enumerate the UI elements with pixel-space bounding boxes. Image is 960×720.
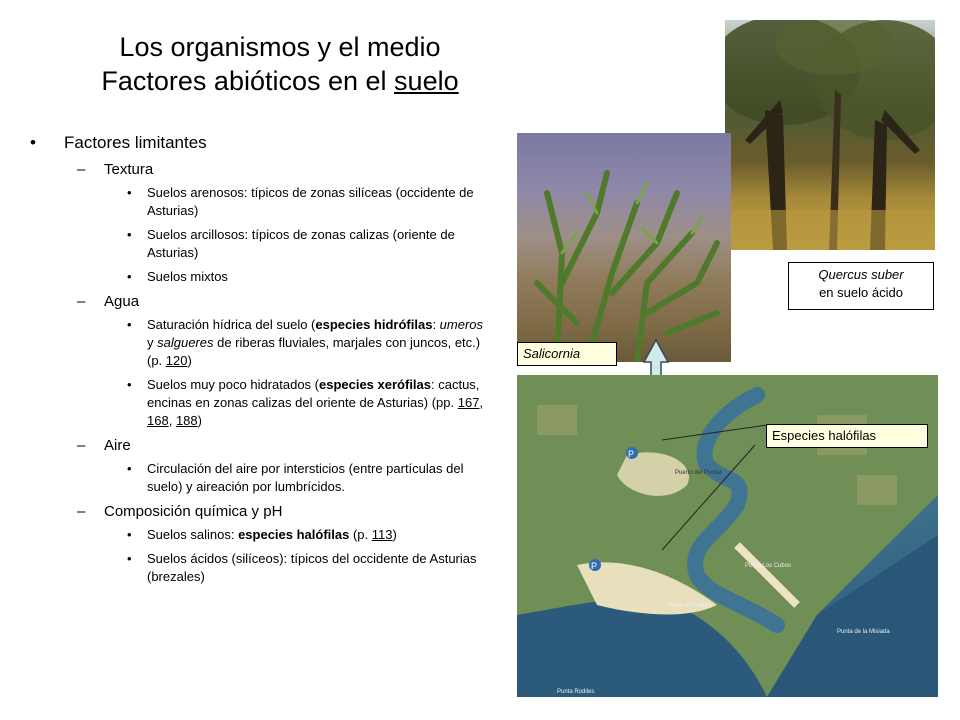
item-text: de riberas fluviales, marjales con juncos, etc.) (p. [147,335,481,368]
bullet-list [30,132,490,592]
halofilas-label: Especies halófilas [766,424,928,448]
item-text: : cactus, encinas en zonas calizas del oriente de Asturias) (pp. [147,377,480,410]
item-text: Saturación hídrica del suelo ( [147,317,316,332]
salicornia-label: Salicornia [517,342,617,366]
item-italic: salgueres [157,335,214,350]
item-italic: umeros [439,317,484,332]
bullet-dot: • [127,527,132,542]
section-aire [30,436,490,456]
item-text: ) [197,413,202,428]
bullet-dot: • [30,133,36,152]
page-title [60,30,500,98]
section-label: Textura [104,161,154,178]
caption-species-name: Quercus suber [818,267,904,282]
list-item [30,376,490,430]
bullet-dash: – [77,437,86,454]
section-agua [30,292,490,312]
list-item [30,526,490,544]
map-label-rodiles: Punta Rodiles [557,689,595,695]
bullet-dot: • [127,461,132,476]
item-text: Suelos arenosos: típicos de zonas silíceas (occidente de Asturias) [147,185,474,218]
item-text: Circulación del aire por intersticios (entre partículas del suelo) y aireación por lumbrícidos. [147,461,464,494]
bullet-dot: • [127,551,132,566]
bullet-dash: – [77,293,86,310]
list-item [30,184,490,220]
page-link[interactable]: 188 [175,413,198,428]
item-bold: especies hidrófilas [315,317,433,332]
item-text: ) [392,527,397,542]
caption-description: en suelo ácido [819,285,903,300]
bullet-dot: • [127,377,132,392]
item-bold: especies halófilas [238,527,350,542]
section-composicion [30,502,490,522]
bullet-dot: • [127,227,132,242]
parking-marker: P [628,449,635,459]
salicornia-photo [517,133,731,362]
item-text: Suelos arcillosos: típicos de zonas calizas (oriente de Asturias) [147,227,455,260]
list-item [30,316,490,370]
item-text: Suelos muy poco hidratados ( [147,377,319,392]
map-label-misiada: Punta de la Misiada [837,629,890,635]
parking-marker: P [591,561,598,571]
list-item [30,460,490,496]
page-link[interactable]: 120 [165,353,188,368]
item-text: : [432,317,440,332]
salicornia-illustration [517,133,731,362]
quercus-suber-photo [725,20,935,250]
list-item [30,268,490,286]
page-link[interactable]: 113 [371,527,393,542]
item-text: Suelos ácidos (silíceos): típicos del occidente de Asturias (brezales) [147,551,477,584]
title-underlined-word: suelo [394,66,459,96]
item-text: (p. [349,527,372,542]
item-text: , [479,395,484,410]
item-text: , [168,413,176,428]
section-textura [30,160,490,180]
item-text: y [147,335,158,350]
title-line-2 [60,64,500,98]
item-text: Suelos salinos: [147,527,239,542]
page-link[interactable]: 168 [147,413,169,428]
bullet-dot: • [127,185,132,200]
map-label-puerto: Puerto del Puntal [675,470,722,476]
title-line-1: Los organismos y el medio [119,32,441,62]
list-item [30,550,490,586]
item-text: Suelos mixtos [147,269,228,284]
map-label-cubos: Punta Los Cubos [745,563,792,569]
section-label: Aire [104,437,131,454]
cork-oak-illustration [725,20,935,250]
map-label-playa: Playa de Rodiles [667,603,713,609]
section-label: Agua [104,293,140,310]
bullet-dot: • [127,317,132,332]
list-item [30,226,490,262]
quercus-caption [788,262,934,310]
item-bold: especies xerófilas [318,377,432,392]
bullet-dash: – [77,503,86,520]
section-label: Composición química y pH [104,503,283,520]
title-line-2-prefix: Factores abióticos en el [101,66,395,96]
bullet-dash: – [77,161,86,178]
heading-text: Factores limitantes [64,133,207,152]
page-link[interactable]: 167 [457,395,480,410]
bullet-dot: • [127,269,132,284]
item-text: ) [187,353,192,368]
heading-factores [30,132,490,154]
